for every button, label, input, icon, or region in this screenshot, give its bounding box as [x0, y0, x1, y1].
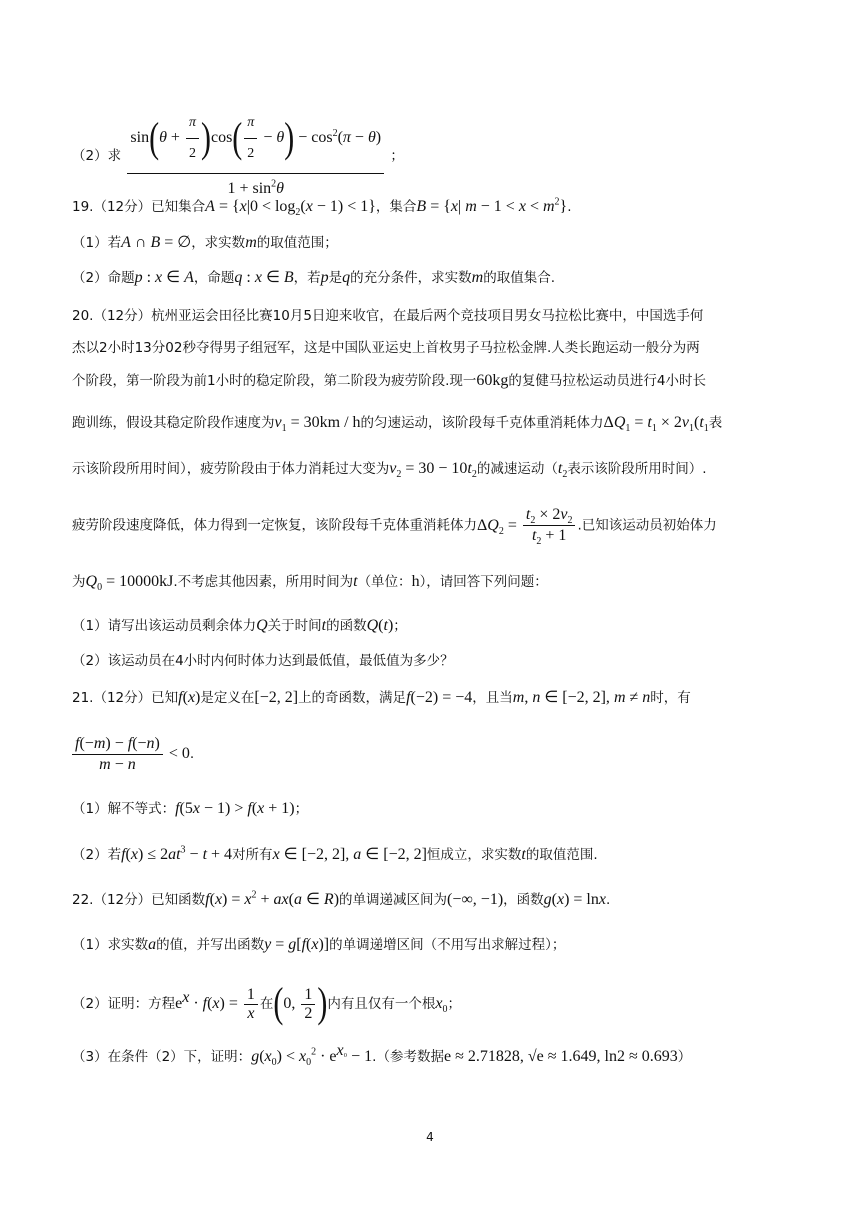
q20-fraction: $\frac{t_2 \times 2v_2}{t_2 + 1}$ [523, 505, 576, 546]
q20-line2: 杰以2小时13分02秒夺得男子组冠军，这是中国队亚运史上首枚男子马拉松金牌.人类长跑运动一般分为两 [72, 340, 700, 356]
q22-l1a: 22.（12分）已知函数 [72, 892, 206, 908]
q22-part1: （1）求实数a的值，并写出函数y = g[f(x)]的单调递增区间（不用写出求解过程）； [72, 936, 566, 953]
q21-l1a: 21.（12分）已知 [72, 690, 179, 706]
q20-l7b: .不考虑其他因素，所用时间为 [173, 574, 354, 590]
q22-p2c: 内有且仅有一个根 [327, 996, 436, 1013]
q20-l4b: 的匀速运动，该阶段每千克体重消耗体力 [360, 415, 604, 431]
q20-line5: 示该阶段所用时间），疲劳阶段由于体力消耗过大变为$v_2 = 30 - 10t_2$的减速运动（$t_2$表示该阶段所用时间）. [72, 460, 707, 481]
q22-p1c: 的单调递增区间（不用写出求解过程）； [329, 937, 566, 953]
q22-part3: （3）在条件（2）下，证明：$g(x_0) < x_0^2 \cdot e^{x_0} - 1$.（参考数据e ≈ 2.71828, √e ≈ 1.649, ln2 ≈ 0.693） [72, 1041, 692, 1069]
q21-p1b: ； [294, 801, 309, 817]
q21-p1a: （1）解不等式： [72, 801, 176, 817]
q18-tail: ； [390, 148, 404, 164]
q19-head: 19.（12分）已知集合 [72, 199, 206, 215]
q18-part2 [72, 108, 800, 204]
q21-part1: （1）解不等式：f(5x − 1) > f(x + 1)； [72, 800, 309, 817]
q20-line4: 跑训练，假设其稳定阶段作速度为$v_1 = 30km / h$的匀速运动，该阶段每千克体重消耗体力$\Delta Q_1 = t_1 \times 2v_1(t_1$表 [72, 414, 723, 435]
q19-p1c: 的取值范围； [256, 235, 338, 251]
q22-part2: （2）证明：方程$e^x \cdot f(x)$ = $\frac{1}{x}$ 在(0, $\frac{1}{2}$ )内有且仅有一个根$x_0$； [72, 980, 461, 1027]
q20-p1b: 关于时间 [267, 618, 322, 634]
q19-end: . [567, 199, 572, 215]
q20-l7d: ），请回答下列问题： [419, 574, 548, 590]
q20-line1: 20.（12分）杭州亚运会田径比赛10月5日迎来收官，在最后两个竞技项目男女马拉松比赛中，中国选手何 [72, 308, 704, 324]
q22-p3b: .（参考数据 [372, 1049, 444, 1065]
q19-p1: （1）若 [72, 235, 122, 251]
q21-l1c: 上的奇函数，满足 [298, 690, 407, 706]
q20-p1a: （1）请写出该运动员剩余体力 [72, 618, 257, 634]
q22-p2b: 在 [259, 996, 274, 1013]
q19-stem: 19.（12分）已知集合$A = \{x|0 < \log_2(x - 1) < 1\}$，集合B = {x| $m - 1 < x < m^2$}. [72, 196, 572, 219]
q21-p2d: 的取值范围. [525, 847, 598, 863]
q19-mid: ，集合 [375, 199, 417, 215]
q19-p2c: ，若 [293, 270, 321, 286]
q20-l4a: 跑训练，假设其稳定阶段作速度为 [72, 415, 275, 431]
q19-p2e: 的充分条件，求实数 [350, 270, 472, 286]
q22-p3a: （3）在条件（2）下，证明： [72, 1049, 252, 1065]
q22-p1b: 的值，并写出函数 [156, 937, 265, 953]
q20-p1d: ； [393, 618, 407, 634]
q20-l5c: 表示该阶段所用时间）. [567, 461, 707, 477]
q21-condition: $\frac{f(-m) - f(-n)}{m - n}$ < 0. [72, 733, 800, 775]
q19-p2a: （2）命题 [72, 270, 135, 286]
q21-l2end: . [189, 746, 195, 762]
q19-part1: （1）若A ∩ B = ∅，求实数m的取值范围； [72, 234, 338, 251]
q21-p2c: 恒成立，求实数 [426, 847, 522, 863]
q21-l1e: 时，有 [650, 690, 691, 706]
q21-p2a: （2）若 [72, 847, 122, 863]
q20-l3a: 个阶段，第一阶段为前1小时的稳定阶段，第二阶段为疲劳阶段.现一 [72, 373, 477, 389]
q21-l1d: ，且当 [472, 690, 513, 706]
q19-p2f: 的取值集合. [483, 270, 556, 286]
q19-p1b: ，求实数 [191, 235, 246, 251]
q20-l5b: 的减速运动（ [476, 461, 558, 477]
q21-fraction: $\frac{f(-m) - f(-n)}{m - n}$ [72, 734, 163, 775]
q22-p1a: （1）求实数 [72, 937, 149, 953]
q20-line6: 疲劳阶段速度降低，体力得到一定恢复，该阶段每千克体重消耗体力$\Delta Q_2$ = $\frac{t_2 \times 2v_2}{t_2 + 1}$ .已知该运动员初始体力 [72, 506, 717, 548]
q19-p2b: ，命题 [193, 270, 235, 286]
q20-p1c: 的函数 [326, 618, 367, 634]
q21-part2: （2）若$f(x) \le 2at^3 - t + 4$对所有x ∈ [−2, 2], a ∈ [−2, 2]恒成立，求实数t的取值范围. [72, 844, 598, 863]
q20-part2: （2）该运动员在4小时内何时体力达到最低值，最低值为多少？ [72, 653, 454, 669]
q19-p2d: 是 [328, 270, 343, 286]
q22-l1c: ，函数 [503, 892, 544, 908]
q20-l3b: 的复健马拉松运动员进行4小时长 [508, 373, 706, 389]
q18-fraction: sin(θ + $\frac{\pi}{2}$ )cos( $\frac{\pi}{2}$ − $\theta) - \cos^2(\pi - \theta)$ $1 + \sin^2\theta$ [127, 108, 384, 204]
q20-l5a: 示该阶段所用时间），疲劳阶段由于体力消耗过大变为 [72, 461, 390, 477]
q20-l7a: 为 [72, 574, 86, 590]
q21-stem: 21.（12分）已知f(x)是定义在[−2, 2]上的奇函数，满足f(−2) = −4，且当m, n ∈ [−2, 2], m ≠ n时，有 [72, 689, 691, 706]
q21-l1b: 是定义在 [200, 690, 255, 706]
q22-p2a: （2）证明：方程 [72, 996, 176, 1013]
q20-l6a: 疲劳阶段速度降低，体力得到一定恢复，该阶段每千克体重消耗体力 [72, 517, 477, 534]
q22-l1b: 的单调递减区间为 [339, 892, 448, 908]
q20-l7c: （单位： [357, 574, 412, 590]
q21-p2b: 对所有 [232, 847, 273, 863]
q22-stem: 22.（12分）已知函数$f(x) = x^2 + ax(a$ ∈ R)的单调递减区间为(−∞, −1)，函数g(x) = lnx. [72, 889, 611, 908]
q20-line7: 为$Q_0 = 10000kJ$.不考虑其他因素，所用时间为t（单位：h），请回答下列问题： [72, 573, 548, 594]
q22-p2d: ； [447, 996, 461, 1013]
q20-part1: （1）请写出该运动员剩余体力Q关于时间t的函数Q(t)； [72, 617, 407, 634]
q22-fraction-1x: $\frac{1}{x}$ [244, 986, 258, 1023]
q18-part2-label: （2）求 [72, 148, 122, 164]
q20-l6b: .已知该运动员初始体力 [577, 517, 717, 534]
q20-line3: 个阶段，第一阶段为前1小时的稳定阶段，第二阶段为疲劳阶段.现一60kg的复健马拉松运动员进行4小时长 [72, 372, 706, 389]
q22-l1d: . [605, 892, 611, 908]
page-number: 4 [426, 1130, 434, 1144]
q20-l4c: 表 [708, 415, 723, 431]
q19-part2: （2）命题p : x ∈ A，命题q : x ∈ B，若p是q的充分条件，求实数m的取值集合. [72, 269, 556, 286]
